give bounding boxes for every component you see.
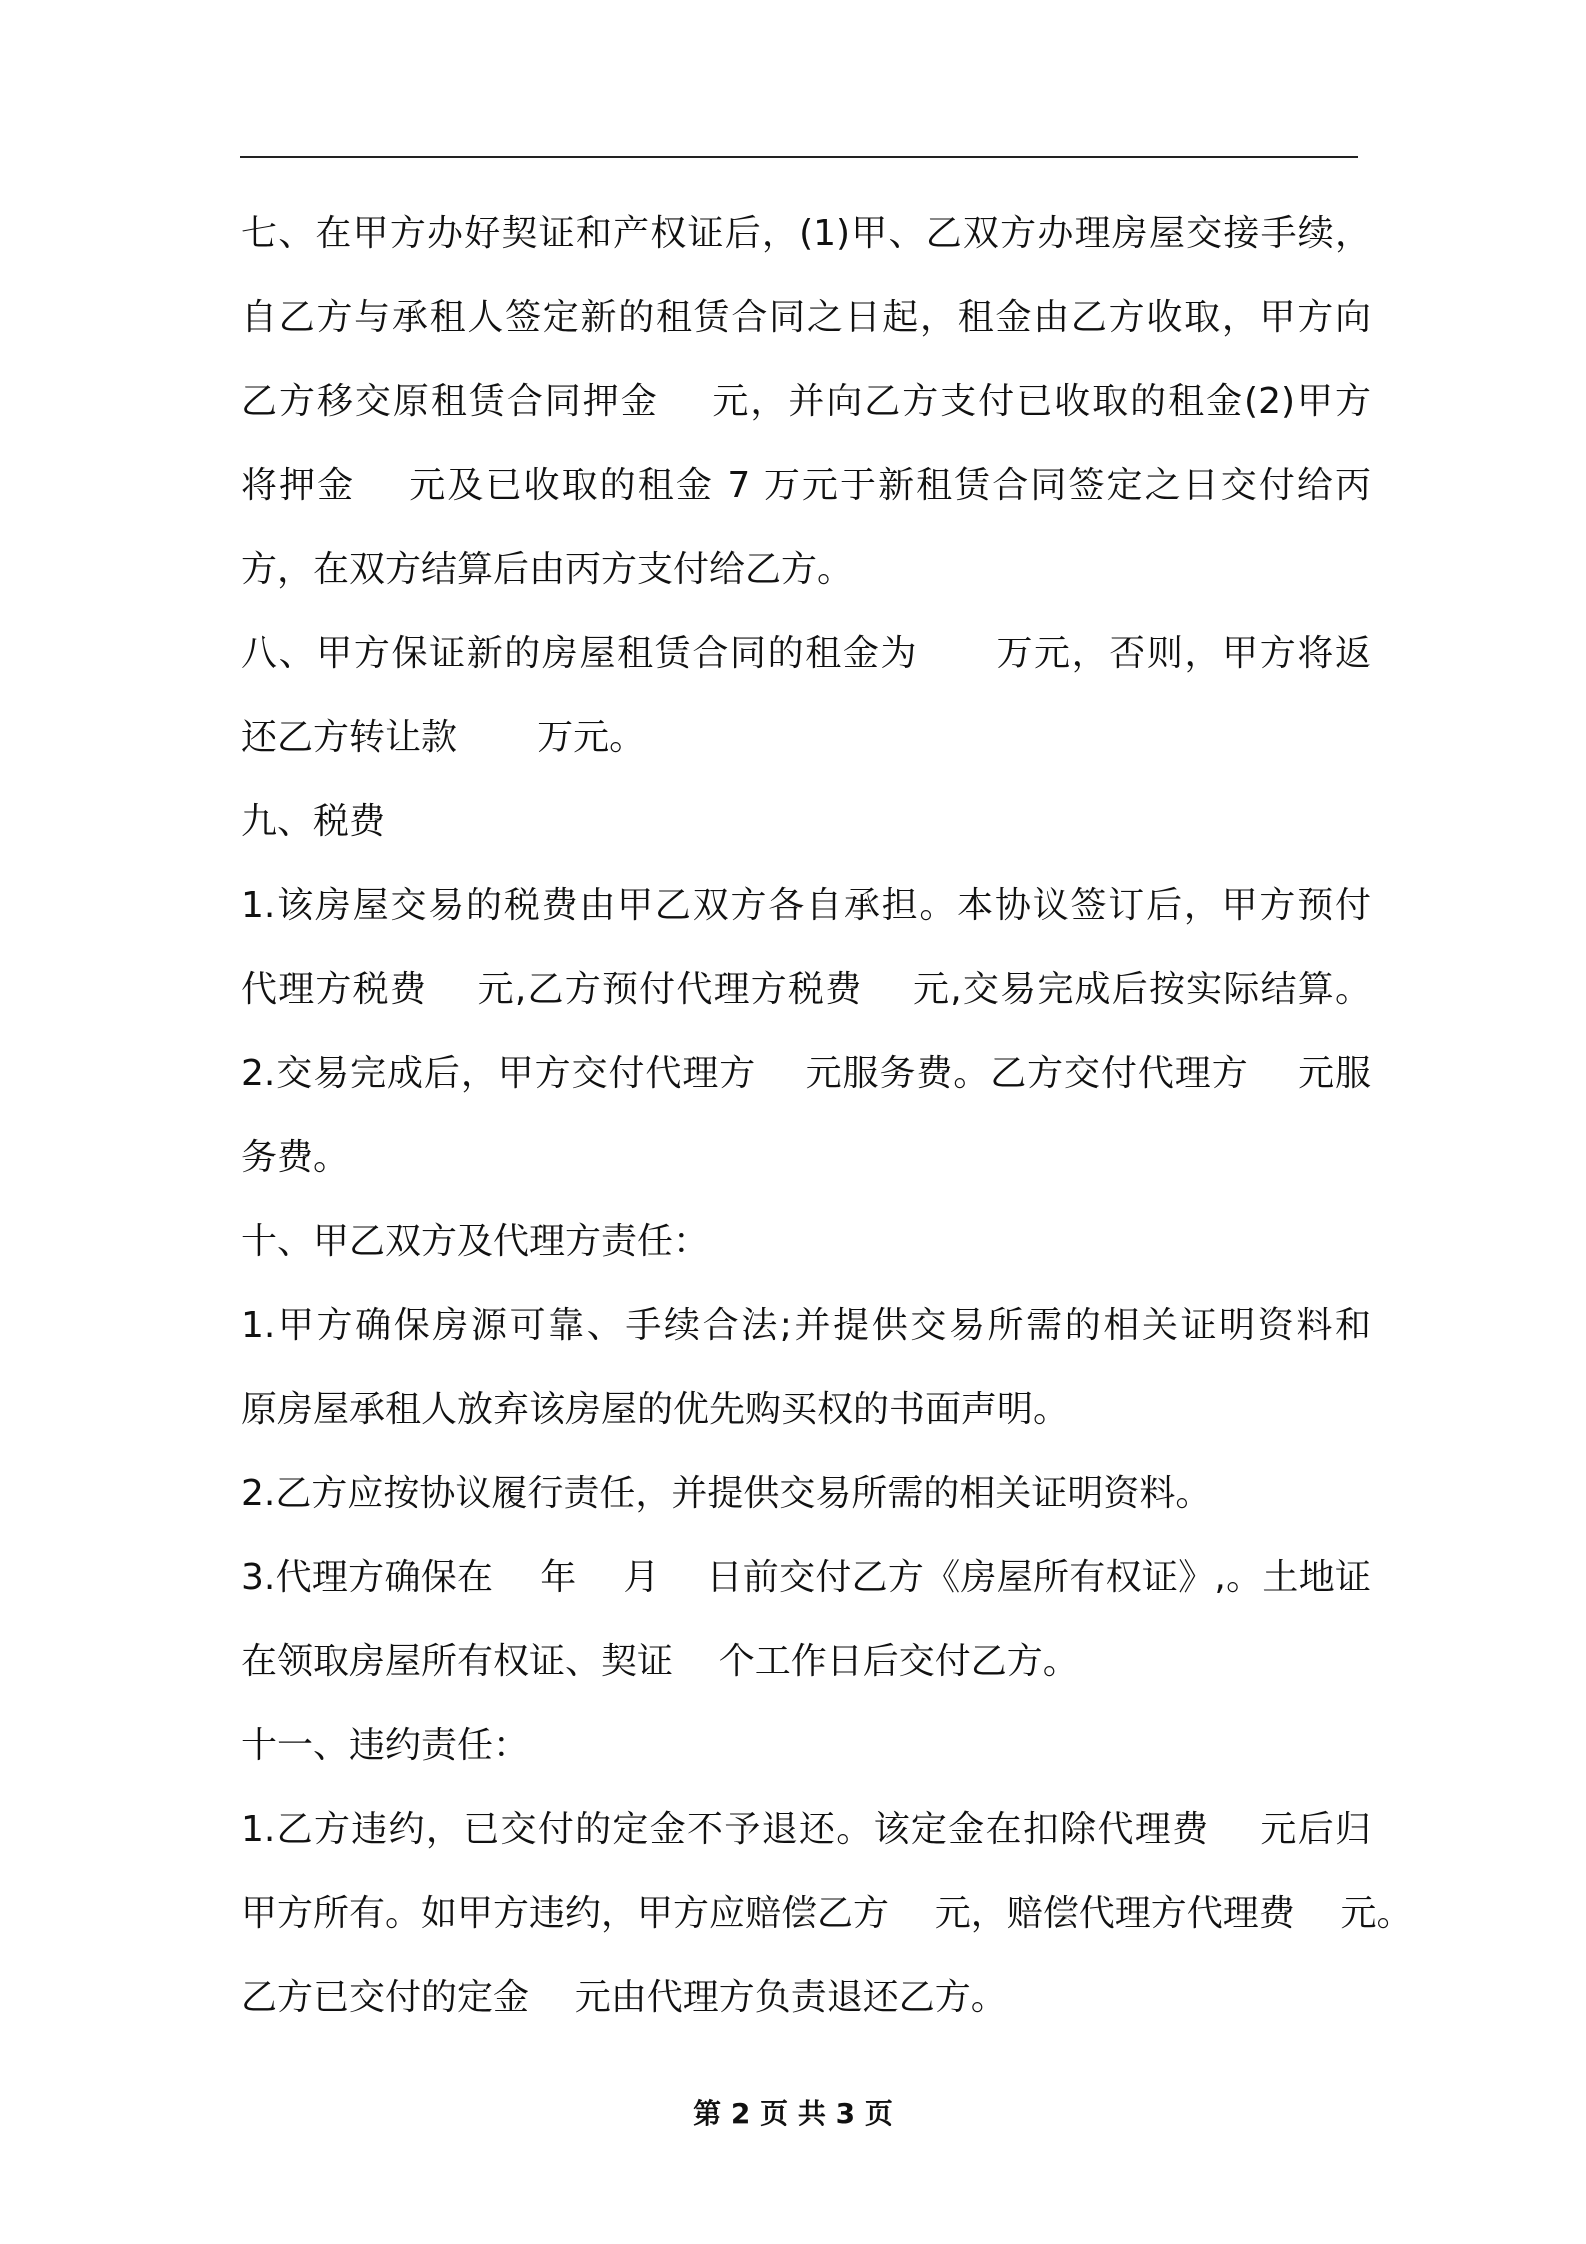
paragraph-line: 七、在甲方办好契证和产权证后，(1)甲、乙双方办理房屋交接手续，: [241, 213, 1371, 254]
paragraph-line: 自乙方与承租人签定新的租赁合同之日起，租金由乙方收取，甲方向: [241, 297, 1371, 338]
paragraph-line: 还乙方转让款 万元。: [241, 717, 646, 758]
header-divider: [240, 156, 1358, 158]
paragraph-line: 乙方移交原租赁合同押金 元，并向乙方支付已收取的租金(2)甲方: [241, 381, 1371, 422]
paragraph-line: 在领取房屋所有权证、契证 个工作日后交付乙方。: [241, 1641, 1079, 1682]
paragraph-line: 将押金 元及已收取的租金 7 万元于新租赁合同签定之日交付给丙: [241, 465, 1371, 506]
paragraph-line: 1.甲方确保房源可靠、手续合法;并提供交易所需的相关证明资料和: [241, 1305, 1371, 1346]
paragraph-line: 务费。: [241, 1137, 350, 1178]
paragraph-line: 1.该房屋交易的税费由甲乙双方各自承担。本协议签订后，甲方预付: [241, 885, 1371, 926]
paragraph-line: 原房屋承租人放弃该房屋的优先购买权的书面声明。: [241, 1389, 1070, 1430]
paragraph-line: 2.乙方应按协议履行责任，并提供交易所需的相关证明资料。: [241, 1473, 1212, 1514]
paragraph-line: 甲方所有。如甲方违约，甲方应赔偿乙方 元，赔偿代理方代理费 元。: [241, 1893, 1413, 1934]
page-number-footer: 第 2 页 共 3 页: [693, 2097, 893, 2130]
document-body: [241, 192, 1413, 2040]
paragraph-line: 3.代理方确保在 年 月 日前交付乙方《房屋所有权证》,。土地证: [241, 1557, 1371, 1598]
paragraph-line: 2.交易完成后，甲方交付代理方 元服务费。乙方交付代理方 元服: [241, 1053, 1371, 1094]
section-heading: 十、甲乙双方及代理方责任：: [241, 1221, 710, 1262]
paragraph-line: 方，在双方结算后由丙方支付给乙方。: [241, 549, 854, 590]
paragraph-line: 乙方已交付的定金 元由代理方负责退还乙方。: [241, 1977, 1007, 2018]
section-heading-line: 八、甲方保证新的房屋租赁合同的租金为 万元，否则，甲方将返: [241, 633, 1371, 674]
section-heading: 九、税费: [241, 801, 386, 842]
section-heading: 十一、违约责任：: [241, 1725, 530, 1766]
paragraph-line: 代理方税费 元,乙方预付代理方税费 元,交易完成后按实际结算。: [241, 969, 1371, 1010]
paragraph-line: 1.乙方违约，已交付的定金不予退还。该定金在扣除代理费 元后归: [241, 1809, 1371, 1850]
